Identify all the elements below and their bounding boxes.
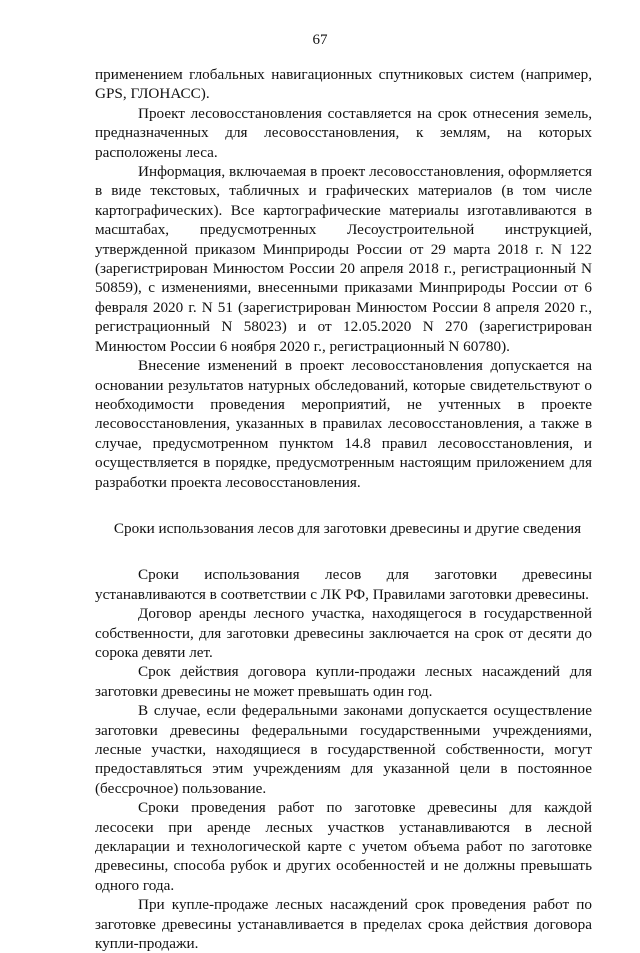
paragraph: Сроки проведения работ по заготовке древесины для каждой лесосеки при аренде лесных участков устанавливаются в лесной декларации и технологической карте с учетом объема работ по заготовке древесины, способа рубок и других особенностей и не должны превышать одного года. [95,799,592,894]
paragraph: Договор аренды лесного участка, находящегося в государственной собственности, для заготовки древесины заключается на срок от десяти до сорока девяти лет. [95,605,592,661]
document-body [95,65,592,953]
paragraph: Внесение изменений в проект лесовосстановления допускается на основании результатов натурных обследований, которые свидетельствуют о необходимости проведения мероприятий, не учтенных в проекте лесовосстановления, указанных в правилах лесовосстановления, а также в случае, предусмотренном пунктом 14.8 правил лесовосстановления, и осуществляется в порядке, предусмотренным настоящим приложением для разработки проекта лесовосстановления. [95,357,592,491]
section-heading: Сроки использования лесов для заготовки древесины и другие сведения [113,519,582,537]
paragraph: Срок действия договора купли-продажи лесных насаждений для заготовки древесины не может превышать один год. [95,663,592,700]
paragraph: применением глобальных навигационных спутниковых систем (например, GPS, ГЛОНАСС). [95,66,592,103]
paragraph: Сроки использования лесов для заготовки древесины устанавливаются в соответствии с ЛК РФ, Правилами заготовки древесины. [95,566,592,603]
paragraph: Проект лесовосстановления составляется на срок отнесения земель, предназначенных для лесовосстановления, к землям, на которых расположены леса. [95,104,592,161]
paragraph: В случае, если федеральными законами допускается осуществление заготовки древесины федеральными государственными учреждениями, лесные участки, находящиеся в государственной собственности, могут предоставляться этим учреждениям для указанной цели в постоянное (бессрочное) пользование. [95,702,592,797]
page-number: 67 [312,32,328,48]
paragraph: При купле-продаже лесных насаждений срок проведения работ по заготовке древесины устанавливается в пределах срока действия договора купли-продажи. [95,896,592,953]
paragraph: Информация, включаемая в проект лесовосстановления, оформляется в виде текстовых, табличных и графических материалов (в том числе картографических). Все картографические материалы изготавливаются в масштабах, предусмотренных Лесоустроительной инструкцией, утвержденной приказом Минприроды России от 29 марта 2018 г. N 122 (зарегистрирован Минюстом России 20 апреля 2018 г., регистрационный N 50859), с изменениями, внесенными приказами Минприроды России от 6 февраля 2020 г. N 51 (зарегистрирован Минюстом России 8 апреля 2020 г., регистрационный N 58023) и от 12.05.2020 N 270 (зарегистрирован Минюстом России 6 ноября 2020 г., регистрационный N 60780). [95,163,592,355]
